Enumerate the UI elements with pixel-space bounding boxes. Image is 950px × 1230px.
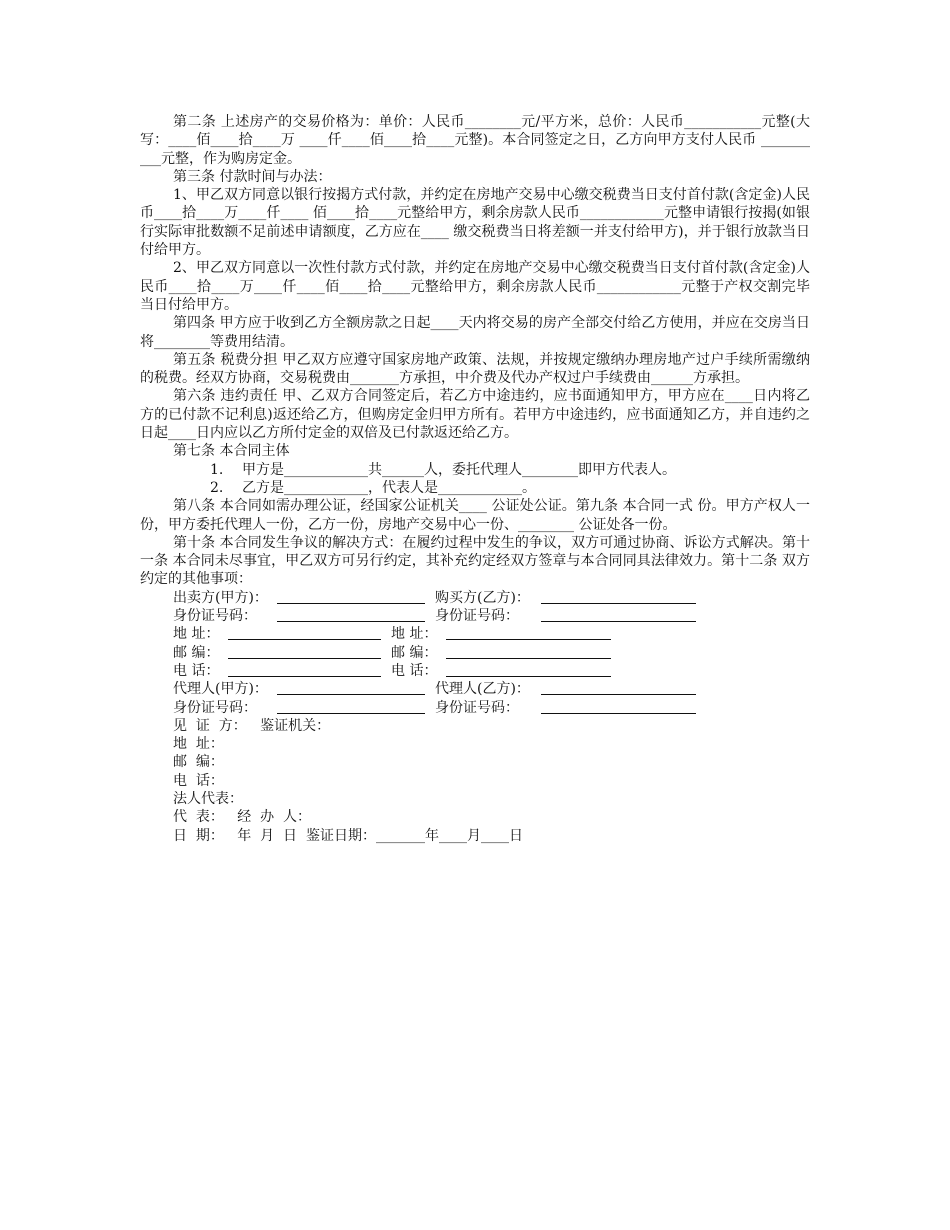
witness-date: 日 期： 年 月 日 鉴证日期：_______年____月____日 [173, 827, 523, 844]
article-8: 第八条 本合同如需办理公证，经国家公证机关____ 公证处公证。第九条 本合同一式 份。甲方产权人一份，甲方委托代理人一份，乙方一份，房地产交易中心一份、________ 公证处各一份。 [140, 498, 810, 533]
seller-zip-field[interactable] [228, 644, 381, 659]
witness-tel: 电 话： [173, 772, 224, 789]
seller-field[interactable] [277, 589, 425, 604]
seller-id-field[interactable] [277, 607, 425, 622]
article-3-title: 第三条 付款时间与办法： [173, 168, 332, 185]
witness-line: 见 证 方： 鉴证机关： [173, 717, 331, 734]
article-10: 第十条 本合同发生争议的解决方式：在履约过程中发生的争议，双方可通过协商、诉讼方式解决。第十一条 本合同未尽事宜，甲乙双方可另行约定，其补充约定经双方签章与本合同同具法律效力。第十二条 双方约定的其他事项： [140, 534, 810, 588]
article-7-item-2 [140, 479, 810, 497]
article-5: 第五条 税费分担 甲乙双方应遵守国家房地产政策、法规，并按规定缴纳办理房地产过户手续所需缴纳的税费。经双方协商，交易税费由_______方承担，中介费及代办产权过户手续费由______方承担。 [140, 351, 810, 387]
item-text: 甲方是____________共______人，委托代理人________即甲方代表人。 [242, 461, 676, 478]
buyer-zip-field[interactable] [446, 644, 611, 659]
signature-row-agent [140, 680, 810, 698]
seller-id-label: 身份证号码： [173, 608, 257, 625]
agent-a-id-field[interactable] [277, 699, 425, 714]
witness-zip: 邮 编： [173, 754, 224, 771]
agent-b-field[interactable] [541, 680, 696, 695]
item-number: 1. [210, 461, 224, 478]
item-text: 乙方是____________，代表人是____________。 [242, 479, 536, 496]
agent-a-field[interactable] [277, 680, 425, 695]
seller-zip-label: 邮 编： [173, 644, 220, 661]
seller-address-field[interactable] [228, 625, 381, 640]
agent-a-id-label: 身份证号码： [173, 699, 257, 716]
signature-row-id [140, 607, 810, 625]
witness-representative: 代 表： 经 办 人： [173, 809, 312, 826]
article-3-item-2: 2、甲乙双方同意以一次性付款方式付款，并约定在房地产交易中心缴交税费当日支付首付款(含定金)人民币____拾____万____仟____佰____拾____元整给甲方，剩余房款人民币____________元整于产权交割完毕当日付给甲方。 [140, 260, 810, 313]
article-7-item-1 [140, 461, 810, 479]
buyer-id-label: 身份证号码： [435, 608, 519, 625]
seller-tel-field[interactable] [228, 662, 381, 677]
witness-address: 地 址： [173, 736, 224, 753]
agent-b-id-field[interactable] [541, 699, 696, 714]
agent-a-label: 代理人(甲方)： [173, 681, 268, 698]
buyer-field[interactable] [541, 589, 696, 604]
article-4: 第四条 甲方应于收到乙方全额房款之日起____天内将交易的房产全部交付给乙方使用，并应在交房当日将________等费用结清。 [140, 315, 810, 350]
signature-row-tel [140, 662, 810, 680]
seller-label: 出卖方(甲方)： [173, 589, 268, 606]
article-3-item-1: 1、甲乙双方同意以银行按揭方式付款，并约定在房地产交易中心缴交税费当日支付首付款(含定金)人民币____拾____万____仟____ 佰____拾____元整给甲方，剩余房款人民币____________元整申请银行按揭(如银行实际审批数额不足前述申请额度，乙方应在____ 缴交税费当日将差额一并支付给甲方)，并于银行放款当日付给甲方。 [140, 187, 810, 259]
buyer-address-field[interactable] [446, 625, 611, 640]
buyer-zip-label: 邮 编： [391, 644, 438, 661]
item-number: 2. [210, 479, 224, 496]
buyer-label: 购买方(乙方)： [435, 589, 530, 606]
contract-page [140, 113, 810, 845]
witness-legal-rep: 法人代表： [173, 790, 243, 807]
seller-address-label: 地 址： [173, 626, 220, 643]
signature-row-zip [140, 644, 810, 662]
article-6: 第六条 违约责任 甲、乙双方合同签定后，若乙方中途违约，应书面通知甲方，甲方应在____日内将乙方的已付款不记利息)返还给乙方，但购房定金归甲方所有。若甲方中途违约，应书面通知乙方，并自违约之日起____日内应以乙方所付定金的双倍及已付款返还给乙方。 [140, 388, 810, 442]
buyer-tel-field[interactable] [446, 662, 611, 677]
buyer-id-field[interactable] [541, 607, 696, 622]
article-2: 第二条 上述房产的交易价格为：单价：人民币________元/平方米，总价：人民币___________元整(大写：____佰____拾____万 ____仟____佰____拾____元整)。本合同签定之日，乙方向甲方支付人民币 __________元整，作为购房定金。 [140, 114, 810, 167]
article-7-title: 第七条 本合同主体 [173, 443, 290, 460]
agent-b-id-label: 身份证号码： [435, 699, 519, 716]
seller-tel-label: 电 话： [173, 662, 220, 679]
signature-row-party [140, 589, 810, 607]
agent-b-label: 代理人(乙方)： [435, 681, 530, 698]
signature-row-address [140, 625, 810, 643]
signature-row-agent-id [140, 699, 810, 717]
buyer-address-label: 地 址： [391, 626, 438, 643]
buyer-tel-label: 电 话： [391, 662, 438, 679]
